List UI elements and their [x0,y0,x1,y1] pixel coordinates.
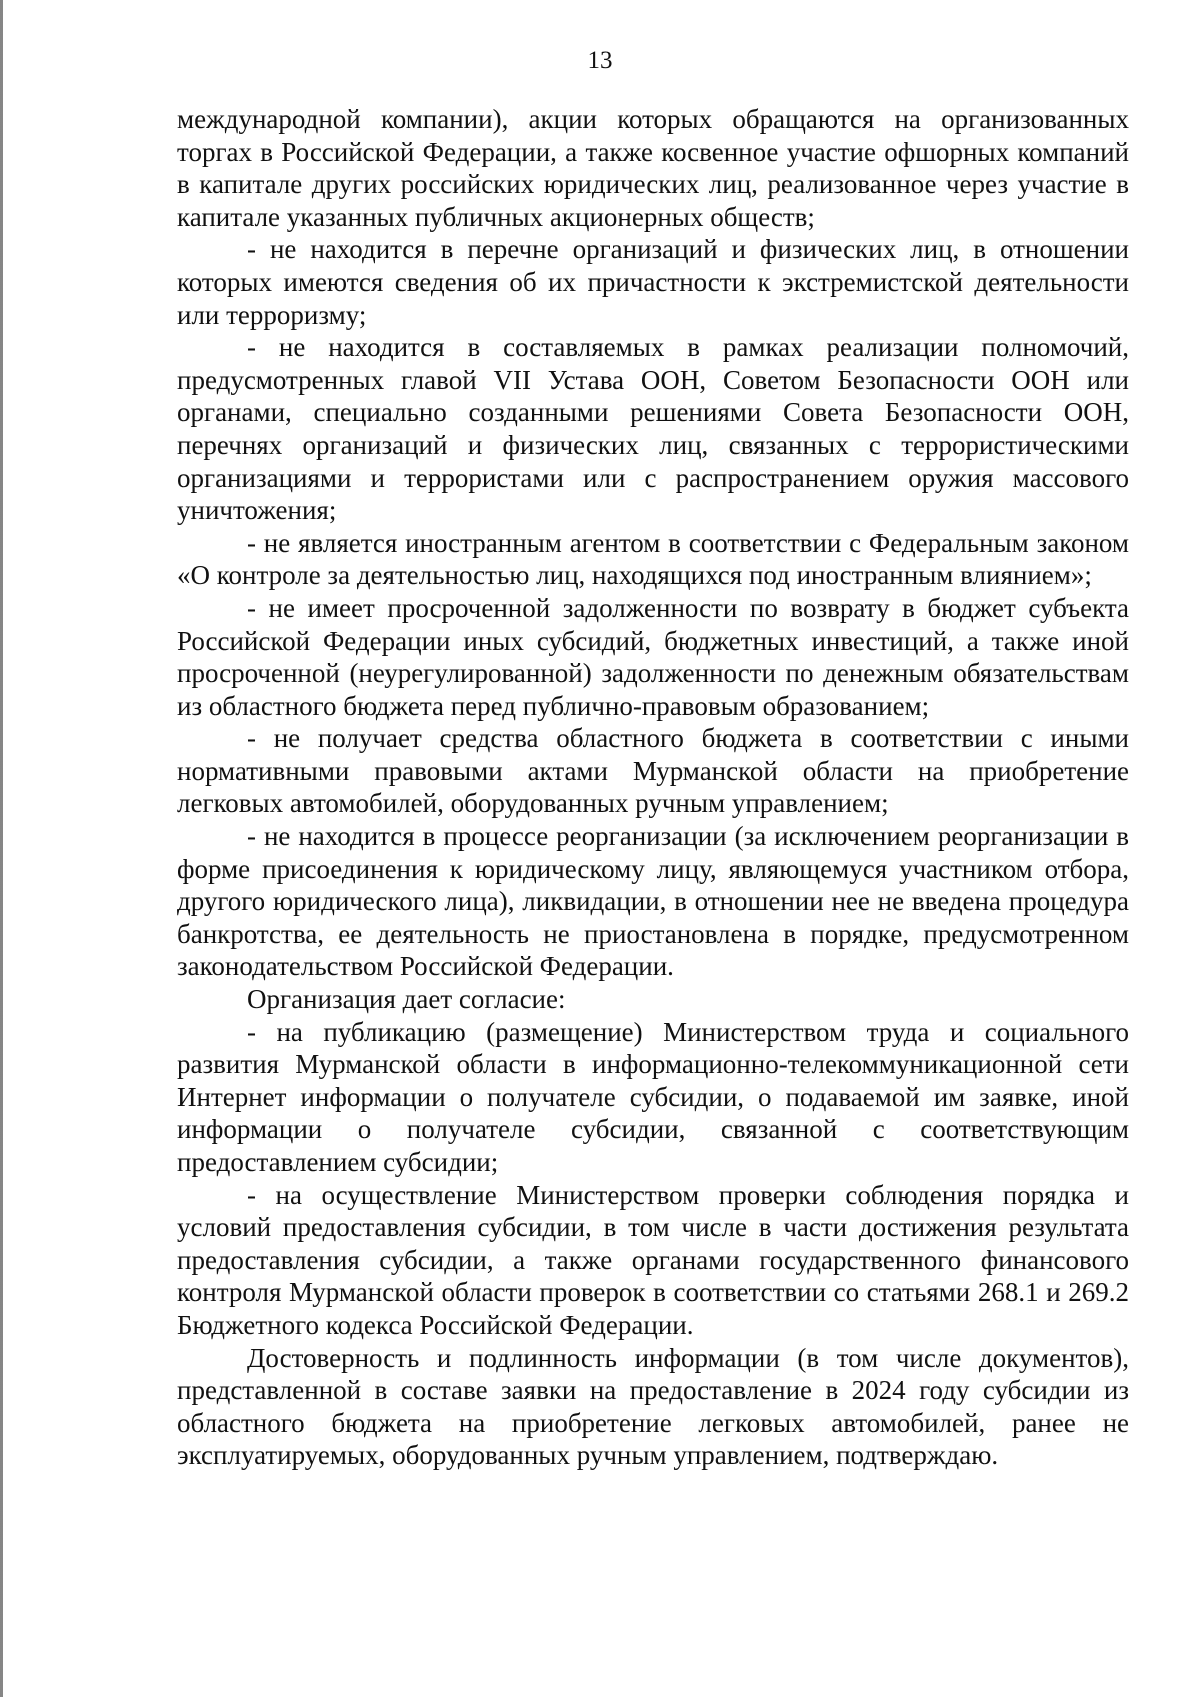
list-item-reorganization: - не находится в процессе реорганизации (за исключением реорганизации в форме присоединения к юридическому лицу, являющемуся участником отбора, другого юридического лица), ликвидации, в отношении нее не введена процедура банкротства, ее деятельность не приостановлена в порядке, предусмотренном законодательством Российской Федерации. [177,821,1129,982]
list-item-un-sanctions: - не находится в составляемых в рамках реализации полномочий, предусмотренных главой VII Устава ООН, Советом Безопасности ООН или органами, специально созданными решениями Совета Безопасности ООН, перечнях организаций и физических лиц, связанных с террористическими организациями и террористами или с распространением оружия массового уничтожения; [177,332,1129,526]
consent-item-inspection: - на осуществление Министерством проверки соблюдения порядка и условий предоставления субсидии, в том числе в части достижения результата предоставления субсидии, а также органами государственного финансового контроля Мурманской области проверок в соответствии со статьями 268.1 и 269.2 Бюджетного кодекса Российской Федерации. [177,1179,1129,1340]
consent-item-publication: - на публикацию (размещение) Министерством труда и социального развития Мурманской области в информационно-телекоммуникационной сети Интернет информации о получателе субсидии, о подаваемой им заявке, иной информации о получателе субсидии, связанной с соответствующим предоставлением субсидии; [177,1016,1129,1177]
confirmation-statement: Достоверность и подлинность информации (в том числе документов), представленной в составе заявки на предоставление в 2024 году субсидии из областного бюджета на приобретение легковых автомобилей, ранее не эксплуатируемых, оборудованных ручным управлением, подтверждаю. [177,1342,1129,1471]
list-item-foreign-agent: - не является иностранным агентом в соответствии с Федеральным законом «О контроле за деятельностью лиц, находящихся под иностранным влиянием»; [177,527,1129,591]
scan-edge-shadow [0,0,3,1697]
list-item-extremism: - не находится в перечне организаций и физических лиц, в отношении которых имеются сведения об их причастности к экстремистской деятельности или терроризму; [177,234,1129,330]
document-body [177,103,1129,1472]
list-item-overdue-debt: - не имеет просроченной задолженности по возврату в бюджет субъекта Российской Федерации иных субсидий, бюджетных инвестиций, а также иной просроченной (неурегулированной) задолженности по денежным обязательствам из областного бюджета перед публично-правовым образованием; [177,592,1129,721]
list-item-other-funds: - не получает средства областного бюджета в соответствии с иными нормативными правовыми актами Мурманской области на приобретение легковых автомобилей, оборудованных ручным управлением; [177,723,1129,819]
paragraph-continuation: международной компании), акции которых обращаются на организованных торгах в Российской Федерации, а также косвенное участие офшорных компаний в капитале других российских юридических лиц, реализованное через участие в капитале указанных публичных акционерных обществ; [177,104,1129,232]
consent-heading: Организация дает согласие: [247,984,566,1015]
page-number: 13 [587,47,613,74]
